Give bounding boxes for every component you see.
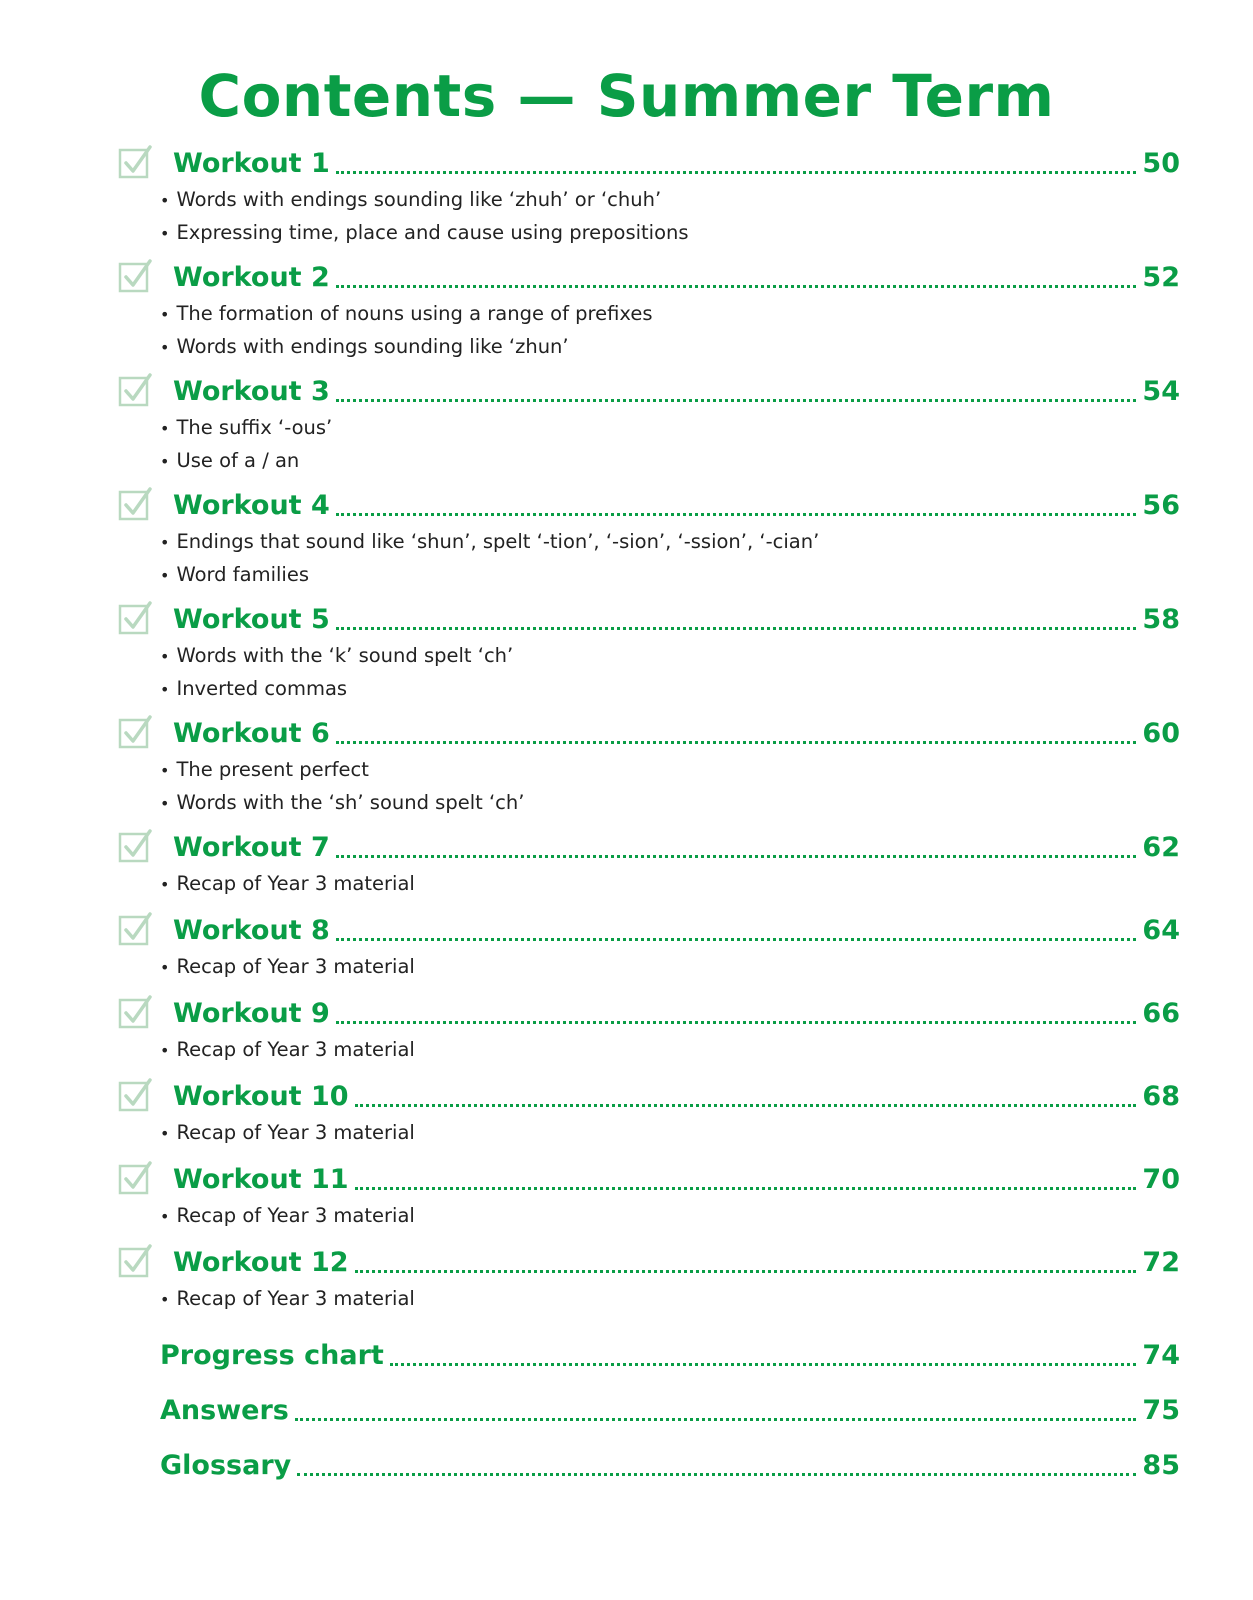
topic-item: • Use of a / an (160, 445, 332, 478)
toc-entry-heading (160, 1442, 1180, 1484)
checkbox-tick-icon[interactable] (118, 372, 153, 407)
topic-list (160, 1034, 415, 1067)
topic-item: • Recap of Year 3 material (160, 1200, 415, 1233)
entry-title: Workout 10 (173, 1081, 349, 1112)
entry-title: Workout 8 (173, 915, 330, 946)
topic-item: • Endings that sound like ‘shun’, spelt ‘-tion’, ‘-sion’, ‘-ssion’, ‘-cian’ (160, 526, 819, 559)
topic-list (160, 754, 524, 820)
topic-item: • Recap of Year 3 material (160, 1117, 415, 1150)
dotted-leader (336, 171, 1137, 174)
dotted-leader (355, 1187, 1137, 1190)
toc-entry-heading (173, 1073, 1180, 1115)
topic-list (160, 640, 513, 706)
toc-entry-heading (160, 1387, 1180, 1429)
checkbox-tick-icon[interactable] (118, 258, 153, 293)
topic-list (160, 412, 332, 478)
checkbox-tick-icon[interactable] (118, 144, 153, 179)
checkbox-tick-icon[interactable] (118, 486, 153, 521)
dotted-leader (336, 1021, 1137, 1024)
topic-list (160, 868, 415, 901)
toc-entry-heading (173, 990, 1180, 1032)
entry-title: Workout 12 (173, 1247, 349, 1278)
toc-entry-heading (173, 368, 1180, 410)
topic-item: • Recap of Year 3 material (160, 868, 415, 901)
topic-item: • Recap of Year 3 material (160, 951, 415, 984)
toc-entry-heading (173, 1239, 1180, 1281)
toc-entry-heading (173, 1156, 1180, 1198)
topic-item: • The suffix ‘-ous’ (160, 412, 332, 445)
topic-item: • Inverted commas (160, 673, 513, 706)
dotted-leader (390, 1363, 1137, 1366)
checkbox-tick-icon[interactable] (118, 1243, 153, 1278)
page-number: 68 (1142, 1081, 1180, 1112)
page-number: 58 (1142, 604, 1180, 635)
dotted-leader (355, 1104, 1137, 1107)
checkbox-tick-icon[interactable] (118, 994, 153, 1029)
page-number: 85 (1142, 1450, 1180, 1481)
entry-title: Workout 2 (173, 262, 330, 293)
toc-entry-heading (173, 596, 1180, 638)
page-number: 54 (1142, 376, 1180, 407)
page-number: 66 (1142, 998, 1180, 1029)
topic-item: • Words with endings sounding like ‘zhun’ (160, 331, 652, 364)
entry-title: Workout 4 (173, 490, 330, 521)
checkbox-tick-icon[interactable] (118, 1160, 153, 1195)
dotted-leader (336, 938, 1137, 941)
entry-title: Glossary (160, 1450, 292, 1481)
topic-list (160, 526, 819, 592)
dotted-leader (295, 1418, 1137, 1421)
entry-title: Progress chart (160, 1340, 384, 1371)
checkbox-tick-icon[interactable] (118, 1077, 153, 1112)
entry-title: Workout 6 (173, 718, 330, 749)
topic-item: • Recap of Year 3 material (160, 1034, 415, 1067)
topic-item: • Words with endings sounding like ‘zhuh’ or ‘chuh’ (160, 184, 689, 217)
topic-list (160, 184, 689, 250)
dotted-leader (297, 1473, 1136, 1476)
checkbox-tick-icon[interactable] (118, 714, 153, 749)
page-number: 60 (1142, 718, 1180, 749)
page-number: 62 (1142, 832, 1180, 863)
page-number: 74 (1142, 1340, 1180, 1371)
checkbox-tick-icon[interactable] (118, 911, 153, 946)
page-number: 64 (1142, 915, 1180, 946)
toc-entry-heading (173, 140, 1180, 182)
toc-entry-heading (173, 482, 1180, 524)
entry-title: Workout 11 (173, 1164, 349, 1195)
toc-entry-heading (173, 254, 1180, 296)
toc-entry-heading (173, 710, 1180, 752)
entry-title: Workout 3 (173, 376, 330, 407)
topic-list (160, 298, 652, 364)
topic-item: • The formation of nouns using a range of prefixes (160, 298, 652, 331)
topic-list (160, 951, 415, 984)
checkbox-tick-icon[interactable] (118, 600, 153, 635)
entry-title: Workout 7 (173, 832, 330, 863)
toc-entry-heading (160, 1332, 1180, 1374)
toc-entry-heading (173, 907, 1180, 949)
dotted-leader (336, 627, 1137, 630)
toc-entry-heading (173, 824, 1180, 866)
dotted-leader (336, 399, 1137, 402)
checkbox-tick-icon[interactable] (118, 828, 153, 863)
topic-list (160, 1117, 415, 1150)
dotted-leader (336, 741, 1137, 744)
page-title: Contents — Summer Term (198, 62, 1055, 130)
page-number: 72 (1142, 1247, 1180, 1278)
topic-item: • The present perfect (160, 754, 524, 787)
entry-title: Workout 5 (173, 604, 330, 635)
topic-item: • Words with the ‘k’ sound spelt ‘ch’ (160, 640, 513, 673)
topic-list (160, 1200, 415, 1233)
page-number: 75 (1142, 1395, 1180, 1426)
dotted-leader (336, 855, 1137, 858)
dotted-leader (355, 1270, 1137, 1273)
topic-item: • Recap of Year 3 material (160, 1283, 415, 1316)
dotted-leader (336, 285, 1137, 288)
entry-title: Workout 1 (173, 148, 330, 179)
page-number: 70 (1142, 1164, 1180, 1195)
entry-title: Answers (160, 1395, 289, 1426)
page-number: 56 (1142, 490, 1180, 521)
topic-item: • Words with the ‘sh’ sound spelt ‘ch’ (160, 787, 524, 820)
page-number: 50 (1142, 148, 1180, 179)
dotted-leader (336, 513, 1137, 516)
page-number: 52 (1142, 262, 1180, 293)
topic-item: • Expressing time, place and cause using prepositions (160, 217, 689, 250)
entry-title: Workout 9 (173, 998, 330, 1029)
topic-item: • Word families (160, 559, 819, 592)
topic-list (160, 1283, 415, 1316)
